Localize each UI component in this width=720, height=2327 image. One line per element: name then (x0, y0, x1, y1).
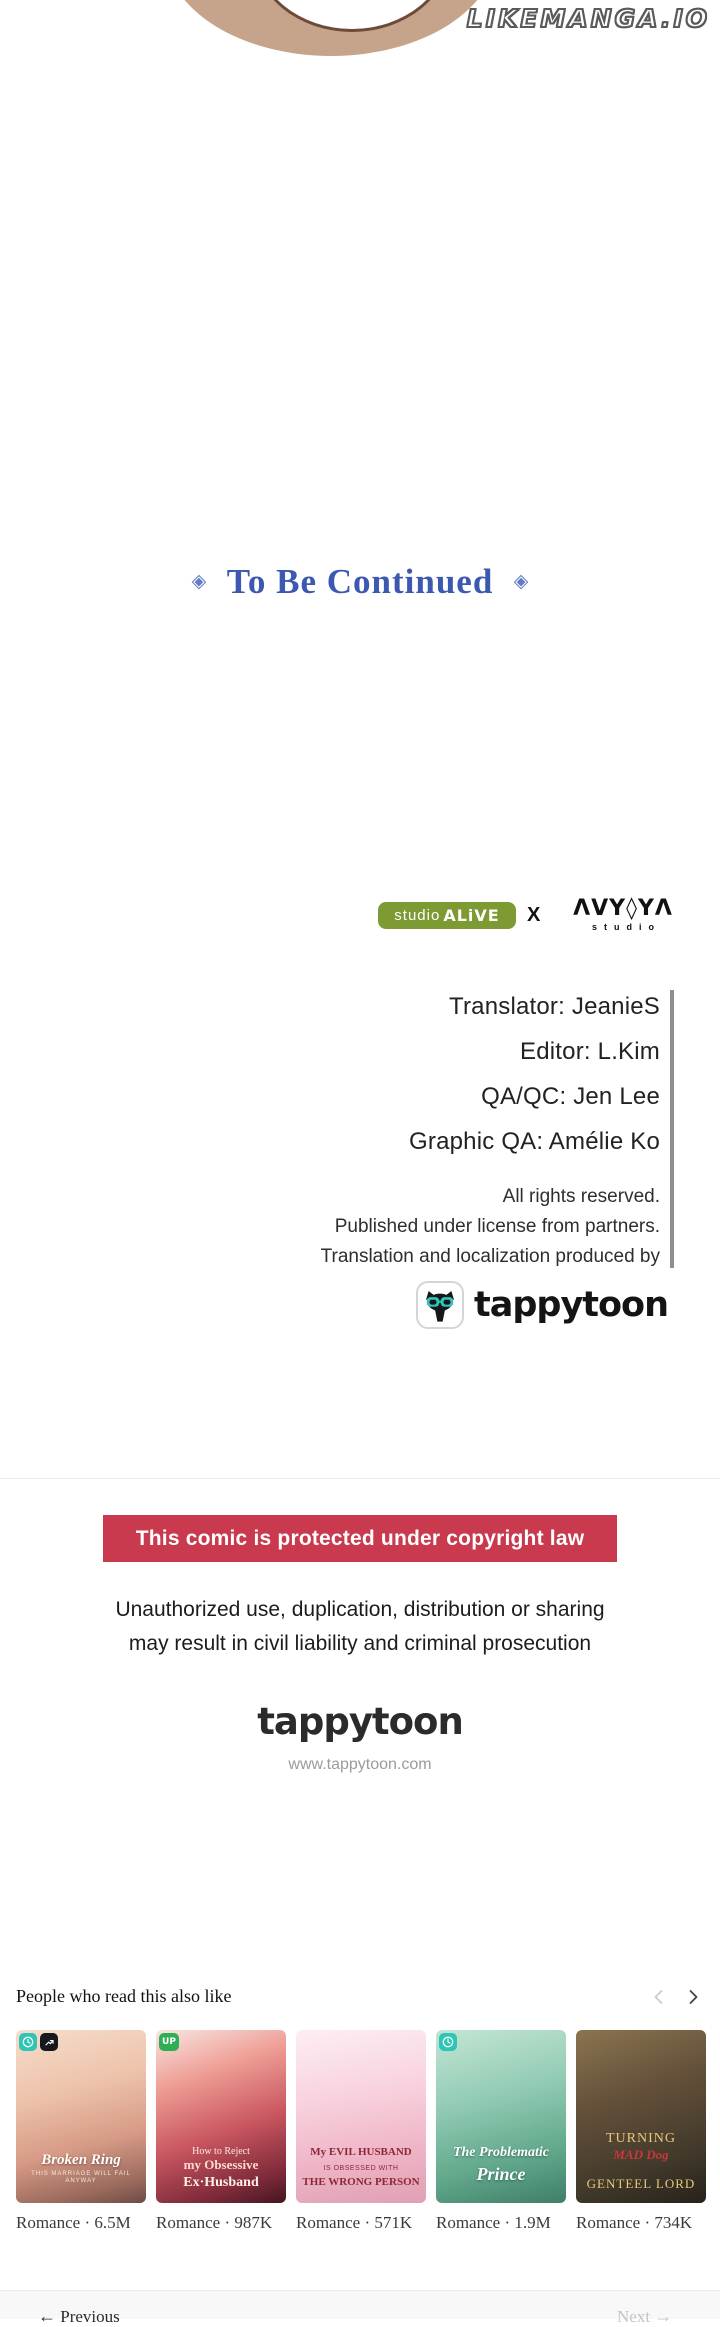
cover-title-line: Ex·Husband (183, 2174, 259, 2190)
translation-credits (100, 993, 660, 1173)
partner-studio-sub: studio (592, 922, 661, 932)
recommended-comic-card[interactable] (296, 2030, 426, 2233)
next-label: Next (617, 2307, 651, 2326)
tappytoon-credit-logo (416, 1281, 668, 1329)
cover-title-line: TURNING (606, 2130, 676, 2146)
tappytoon-cat-icon (416, 1281, 464, 1329)
studio-logos (0, 896, 720, 946)
next-chapter-button[interactable] (617, 2306, 672, 2327)
recommended-comic-card[interactable] (16, 2030, 146, 2233)
rights-notice (100, 1186, 660, 1276)
up-badge: UP (159, 2033, 179, 2051)
comic-cover-mad-dog-genteel-lord (576, 2030, 706, 2203)
cover-title-line: IS OBSESSED WITH (323, 2164, 399, 2172)
card-caption: Romance · 734K (576, 2213, 693, 2232)
copyright-banner: This comic is protected under copyright law (103, 1515, 617, 1562)
diamond-ornament-right-icon: ◈ (513, 571, 529, 592)
tappytoon-wordmark: tappytoon (473, 1285, 668, 1325)
diamond-ornament-left-icon: ◈ (191, 571, 207, 592)
rights-line: All rights reserved. (502, 1186, 660, 1207)
card-caption: Romance · 987K (156, 2213, 273, 2232)
previous-chapter-button[interactable] (38, 2306, 120, 2327)
partner-studio-name: ΛVY◊YΛ (573, 896, 673, 921)
clock-badge-icon (19, 2033, 37, 2051)
comic-cover-evil-husband (296, 2030, 426, 2203)
cover-title-line: MAD Dog (613, 2147, 669, 2163)
rights-line: Translation and localization produced by (320, 1246, 660, 1267)
trending-up-badge-icon (40, 2033, 58, 2051)
carousel-chevron-left-icon[interactable] (650, 1988, 668, 2006)
comic-cover-reject-ex-husband (156, 2030, 286, 2203)
recommended-comic-card[interactable] (156, 2030, 286, 2233)
carousel-chevron-right-icon[interactable] (684, 1988, 702, 2006)
recommended-comic-card[interactable] (576, 2030, 706, 2233)
partner-studio-logo (562, 896, 684, 932)
to-be-continued-text: To Be Continued (226, 562, 494, 601)
cover-title-line: Prince (476, 2164, 526, 2185)
right-arrow-icon: → (654, 2306, 673, 2326)
recommended-comic-card[interactable] (436, 2030, 566, 2233)
tappytoon-footer-wordmark: tappytoon (257, 1700, 463, 1743)
cover-title-line: My EVIL HUSBAND (310, 2146, 412, 2159)
previous-label: Previous (60, 2307, 120, 2326)
to-be-continued (0, 562, 720, 602)
credits-vertical-bar (670, 990, 674, 1268)
studio-alive-name: ALiVE (443, 906, 500, 925)
card-caption: Romance · 571K (296, 2213, 413, 2232)
card-caption: Romance · 6.5M (16, 2213, 131, 2232)
comic-cover-problematic-prince (436, 2030, 566, 2203)
studio-alive-prefix: studio (394, 907, 441, 924)
credit-line: QA/QC: Jen Lee (481, 1083, 660, 1110)
clock-badge-icon (439, 2033, 457, 2051)
section-divider (0, 1478, 720, 1479)
studio-alive-logo (378, 902, 516, 929)
cover-title-line: How to Reject (192, 2145, 250, 2157)
credit-line: Graphic QA: Amélie Ko (409, 1128, 660, 1155)
credit-line: Editor: L.Kim (520, 1038, 660, 1065)
cover-title-line: GENTEEL LORD (586, 2175, 696, 2191)
card-caption: Romance · 1.9M (436, 2213, 551, 2232)
copyright-statement-line1: Unauthorized use, duplication, distribution or sharing (115, 1598, 605, 1621)
cover-title-line: THIS MARRIAGE WILL FAIL ANYWAY (31, 2171, 131, 2185)
cover-title-line: my Obsessive (183, 2157, 259, 2173)
site-watermark: LIKEMANGA.IO (466, 4, 710, 33)
cover-title-line: Broken Ring (41, 2151, 121, 2168)
copyright-statement-line2: may result in civil liability and criminal prosecution (128, 1632, 592, 1655)
recommendations-heading: People who read this also like (16, 1986, 232, 2006)
rights-line: Published under license from partners. (334, 1216, 660, 1237)
credit-line: Translator: JeanieS (448, 993, 660, 1020)
cover-title-line: THE WRONG PERSON (302, 2176, 420, 2189)
tappytoon-website-url: www.tappytoon.com (288, 1756, 432, 1773)
cover-title-line: The Problematic (452, 2144, 550, 2160)
comic-cover-broken-ring (16, 2030, 146, 2203)
collab-x-separator: X (527, 904, 541, 926)
left-arrow-icon: ← (38, 2306, 56, 2326)
